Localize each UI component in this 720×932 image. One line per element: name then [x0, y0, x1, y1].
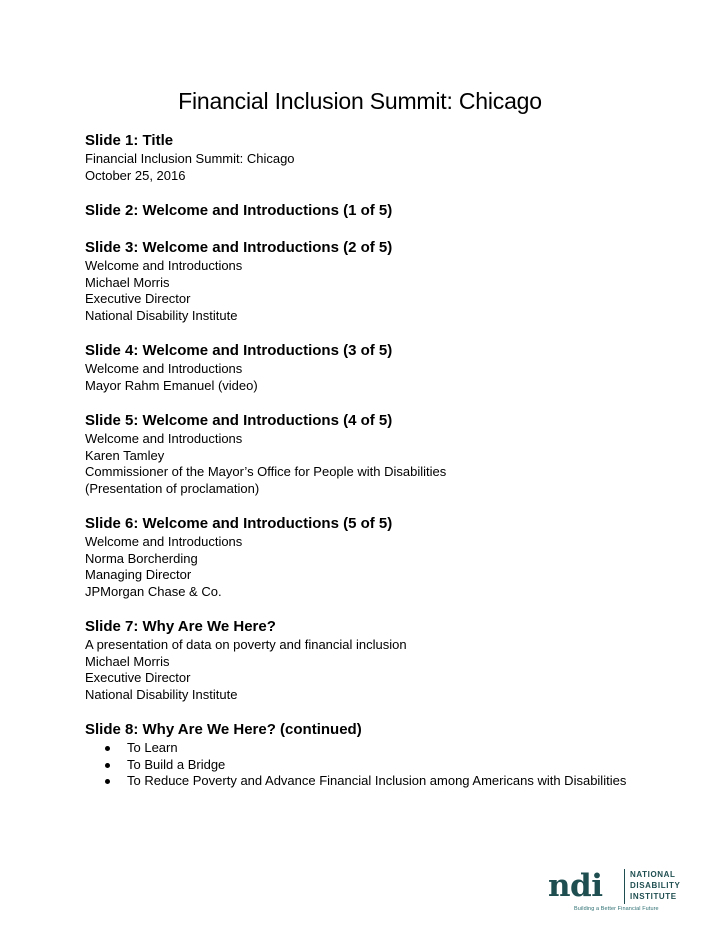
slide-line: Welcome and Introductions — [85, 361, 243, 376]
logo-word: INSTITUTE — [630, 892, 677, 901]
slide-heading: Slide 6: Welcome and Introductions (5 of 5) — [85, 515, 393, 532]
logo-word: DISABILITY — [630, 881, 681, 890]
slide-heading: Slide 2: Welcome and Introductions (1 of 5) — [85, 202, 393, 219]
slide-line: Executive Director — [85, 670, 191, 685]
slide-entry-4 — [85, 341, 645, 394]
logo-mark: ndi — [548, 868, 603, 904]
slide-heading: Slide 5: Welcome and Introductions (4 of 5) — [85, 412, 393, 429]
bullet-icon — [105, 779, 110, 784]
slide-entry-2 — [85, 201, 645, 221]
slide-line: National Disability Institute — [85, 686, 238, 702]
slide-heading: Slide 7: Why Are We Here? — [85, 618, 276, 635]
slide-heading: Slide 1: Title — [85, 132, 174, 149]
slide-line: Executive Director — [85, 291, 191, 306]
logo-tagline: Building a Better Financial Future — [574, 906, 659, 912]
slide-entry-8 — [85, 720, 645, 790]
slide-line: Welcome and Introductions — [85, 258, 243, 273]
bullet-text: To Build a Bridge — [127, 756, 226, 772]
slide-line: JPMorgan Chase & Co. — [85, 583, 222, 599]
slide-line: (Presentation of proclamation) — [85, 480, 260, 496]
slide-line: National Disability Institute — [85, 307, 238, 323]
slide-heading: Slide 3: Welcome and Introductions (2 of 5) — [85, 239, 393, 256]
slide-line: Managing Director — [85, 567, 192, 582]
logo-divider — [624, 869, 625, 904]
slide-line: October 25, 2016 — [85, 167, 186, 183]
slide-line: Norma Borcherding — [85, 550, 198, 566]
document-title: Financial Inclusion Summit: Chicago — [178, 88, 542, 114]
slide-line: Financial Inclusion Summit: Chicago — [85, 151, 295, 166]
slide-line: Welcome and Introductions — [85, 534, 243, 549]
slide-entry-1 — [85, 131, 645, 184]
slide-line: Commissioner of the Mayor’s Office for People with Disabilities — [85, 464, 447, 479]
ndi-logo — [548, 866, 688, 914]
slide-line: Michael Morris — [85, 653, 170, 669]
bullet-icon — [105, 763, 110, 768]
logo-word: NATIONAL — [630, 870, 676, 879]
slide-line: Karen Tamley — [85, 447, 165, 463]
slide-line: Mayor Rahm Emanuel (video) — [85, 377, 258, 393]
slide-entry-6 — [85, 514, 645, 600]
bullet-item — [85, 740, 645, 757]
slide-line: Welcome and Introductions — [85, 431, 243, 446]
slide-heading: Slide 4: Welcome and Introductions (3 of 5) — [85, 342, 393, 359]
bullet-text: To Learn — [127, 740, 178, 755]
bullet-icon — [105, 746, 110, 751]
slide-line: A presentation of data on poverty and financial inclusion — [85, 637, 407, 652]
slide-heading: Slide 8: Why Are We Here? (continued) — [85, 721, 362, 738]
slide-list — [85, 131, 645, 807]
slide-entry-5 — [85, 411, 645, 497]
bullet-item — [85, 757, 645, 774]
slide-entry-7 — [85, 617, 645, 703]
logo-wordmark — [630, 869, 680, 902]
bullet-item — [85, 773, 645, 790]
bullet-list — [85, 740, 645, 790]
slide-entry-3 — [85, 238, 645, 324]
slide-line: Michael Morris — [85, 274, 170, 290]
bullet-text: To Reduce Poverty and Advance Financial Inclusion among Americans with Disabilities — [127, 773, 627, 788]
